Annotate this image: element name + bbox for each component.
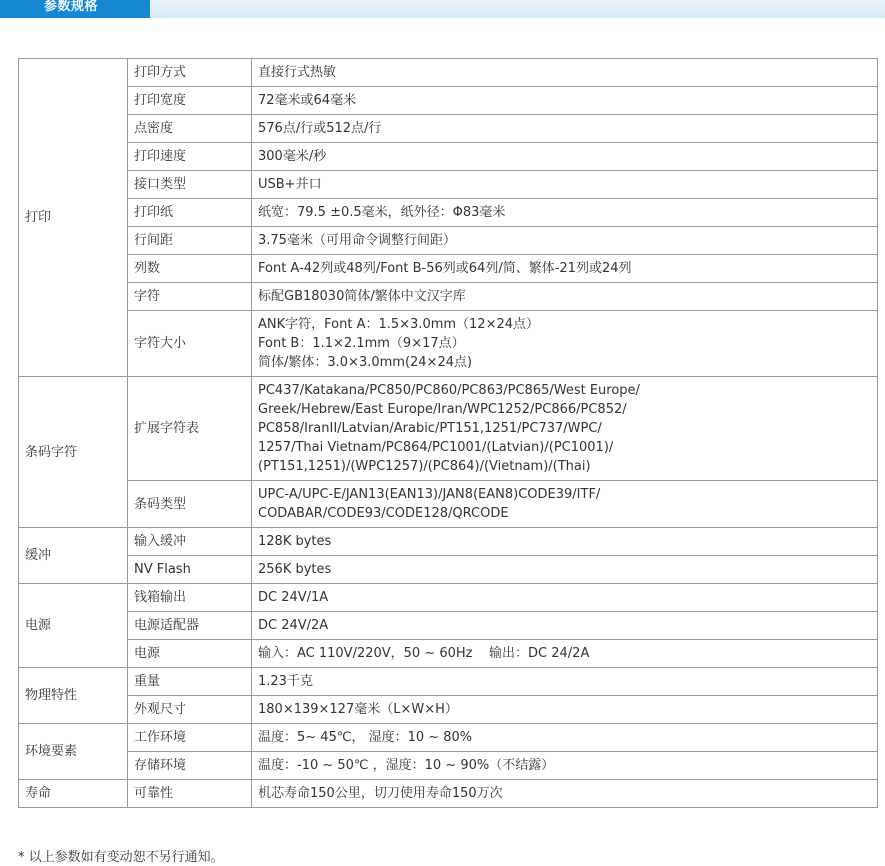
param-value: 3.75毫米（可用命令调整行间距）	[252, 227, 878, 255]
header-strip	[150, 0, 885, 18]
value-line: (PT151,1251)/(WPC1257)/(PC864)/(Vietnam)/(Thai)	[258, 459, 591, 474]
table-row	[19, 780, 878, 808]
table-row	[19, 311, 878, 377]
param-value: 温度：-10 ~ 50℃ ，湿度：10 ~ 90%（不结露）	[252, 752, 878, 780]
table-row	[19, 255, 878, 283]
param-value: 1.23千克	[252, 668, 878, 696]
param-label: 可靠性	[128, 780, 252, 808]
value-line: Font B：1.1×2.1mm（9×17点）	[258, 336, 465, 351]
param-label: 打印宽度	[128, 87, 252, 115]
param-value: USB+并口	[252, 171, 878, 199]
param-label: 打印方式	[128, 59, 252, 87]
tab-slant	[128, 0, 150, 18]
section-header-bar	[0, 0, 885, 18]
param-label: 打印纸	[128, 199, 252, 227]
category-cell: 电源	[19, 584, 128, 668]
table-row	[19, 696, 878, 724]
value-line: 1257/Thai Vietnam/PC864/PC1001/(Latvian)/(PC1001)/	[258, 440, 614, 455]
param-value: 180×139×127毫米（L×W×H）	[252, 696, 878, 724]
value-line: PC858/IranII/Latvian/Arabic/PT151,1251/PC737/WPC/	[258, 421, 602, 436]
category-cell: 寿命	[19, 780, 128, 808]
param-label: 存储环境	[128, 752, 252, 780]
param-label: 输入缓冲	[128, 528, 252, 556]
table-row	[19, 668, 878, 696]
param-label: 列数	[128, 255, 252, 283]
param-value	[252, 377, 878, 481]
table-row	[19, 556, 878, 584]
param-value: 300毫米/秒	[252, 143, 878, 171]
param-value: 机芯寿命150公里，切刀使用寿命150万次	[252, 780, 878, 808]
param-value: DC 24V/2A	[252, 612, 878, 640]
param-value: 输入：AC 110V/220V，50 ~ 60Hz 输出：DC 24/2A	[252, 640, 878, 668]
param-label: 外观尺寸	[128, 696, 252, 724]
section-tab-label: 参数规格	[44, 0, 99, 14]
param-value	[252, 311, 878, 377]
table-row	[19, 171, 878, 199]
param-value: DC 24V/1A	[252, 584, 878, 612]
category-cell: 环境要素	[19, 724, 128, 780]
param-label: 接口类型	[128, 171, 252, 199]
table-row	[19, 481, 878, 528]
param-value: 72毫米或64毫米	[252, 87, 878, 115]
value-line: 简体/繁体：3.0×3.0mm(24×24点)	[258, 355, 473, 370]
param-value: Font A-42列或48列/Font B-56列或64列/简、繁体-21列或24列	[252, 255, 878, 283]
param-value: 128K bytes	[252, 528, 878, 556]
value-line: PC437/Katakana/PC850/PC860/PC863/PC865/West Europe/	[258, 383, 640, 398]
param-label: 工作环境	[128, 724, 252, 752]
param-label: 行间距	[128, 227, 252, 255]
param-label: 钱箱输出	[128, 584, 252, 612]
table-row	[19, 227, 878, 255]
param-label: 点密度	[128, 115, 252, 143]
value-line: Greek/Hebrew/East Europe/Iran/WPC1252/PC866/PC852/	[258, 402, 627, 417]
table-row	[19, 115, 878, 143]
value-line: UPC-A/UPC-E/JAN13(EAN13)/JAN8(EAN8)CODE39/ITF/	[258, 487, 601, 502]
table-row	[19, 584, 878, 612]
category-cell: 条码字符	[19, 377, 128, 528]
param-value: 256K bytes	[252, 556, 878, 584]
param-label: 字符	[128, 283, 252, 311]
table-row	[19, 724, 878, 752]
param-label: 电源	[128, 640, 252, 668]
table-row	[19, 377, 878, 481]
param-label: 扩展字符表	[128, 377, 252, 481]
spec-table	[18, 58, 878, 808]
category-cell: 打印	[19, 59, 128, 377]
table-row	[19, 528, 878, 556]
table-row	[19, 752, 878, 780]
param-value: 直接行式热敏	[252, 59, 878, 87]
table-row	[19, 143, 878, 171]
table-row	[19, 87, 878, 115]
category-cell: 物理特性	[19, 668, 128, 724]
category-cell: 缓冲	[19, 528, 128, 584]
table-row	[19, 199, 878, 227]
param-value: 温度：5~ 45℃， 湿度：10 ~ 80%	[252, 724, 878, 752]
param-label: 字符大小	[128, 311, 252, 377]
param-label: NV Flash	[128, 556, 252, 584]
table-row	[19, 59, 878, 87]
table-row	[19, 612, 878, 640]
param-value: 标配GB18030简体/繁体中文汉字库	[252, 283, 878, 311]
param-label: 重量	[128, 668, 252, 696]
param-value: 576点/行或512点/行	[252, 115, 878, 143]
table-row	[19, 640, 878, 668]
disclaimer-note: * 以上参数如有变动恕不另行通知。	[18, 850, 224, 865]
value-line: ANK字符，Font A：1.5×3.0mm（12×24点）	[258, 317, 540, 332]
param-value: 纸宽：79.5 ±0.5毫米，纸外径：Φ83毫米	[252, 199, 878, 227]
param-label: 电源适配器	[128, 612, 252, 640]
param-label: 打印速度	[128, 143, 252, 171]
param-value	[252, 481, 878, 528]
table-row	[19, 283, 878, 311]
param-label: 条码类型	[128, 481, 252, 528]
value-line: CODABAR/CODE93/CODE128/QRCODE	[258, 506, 509, 521]
